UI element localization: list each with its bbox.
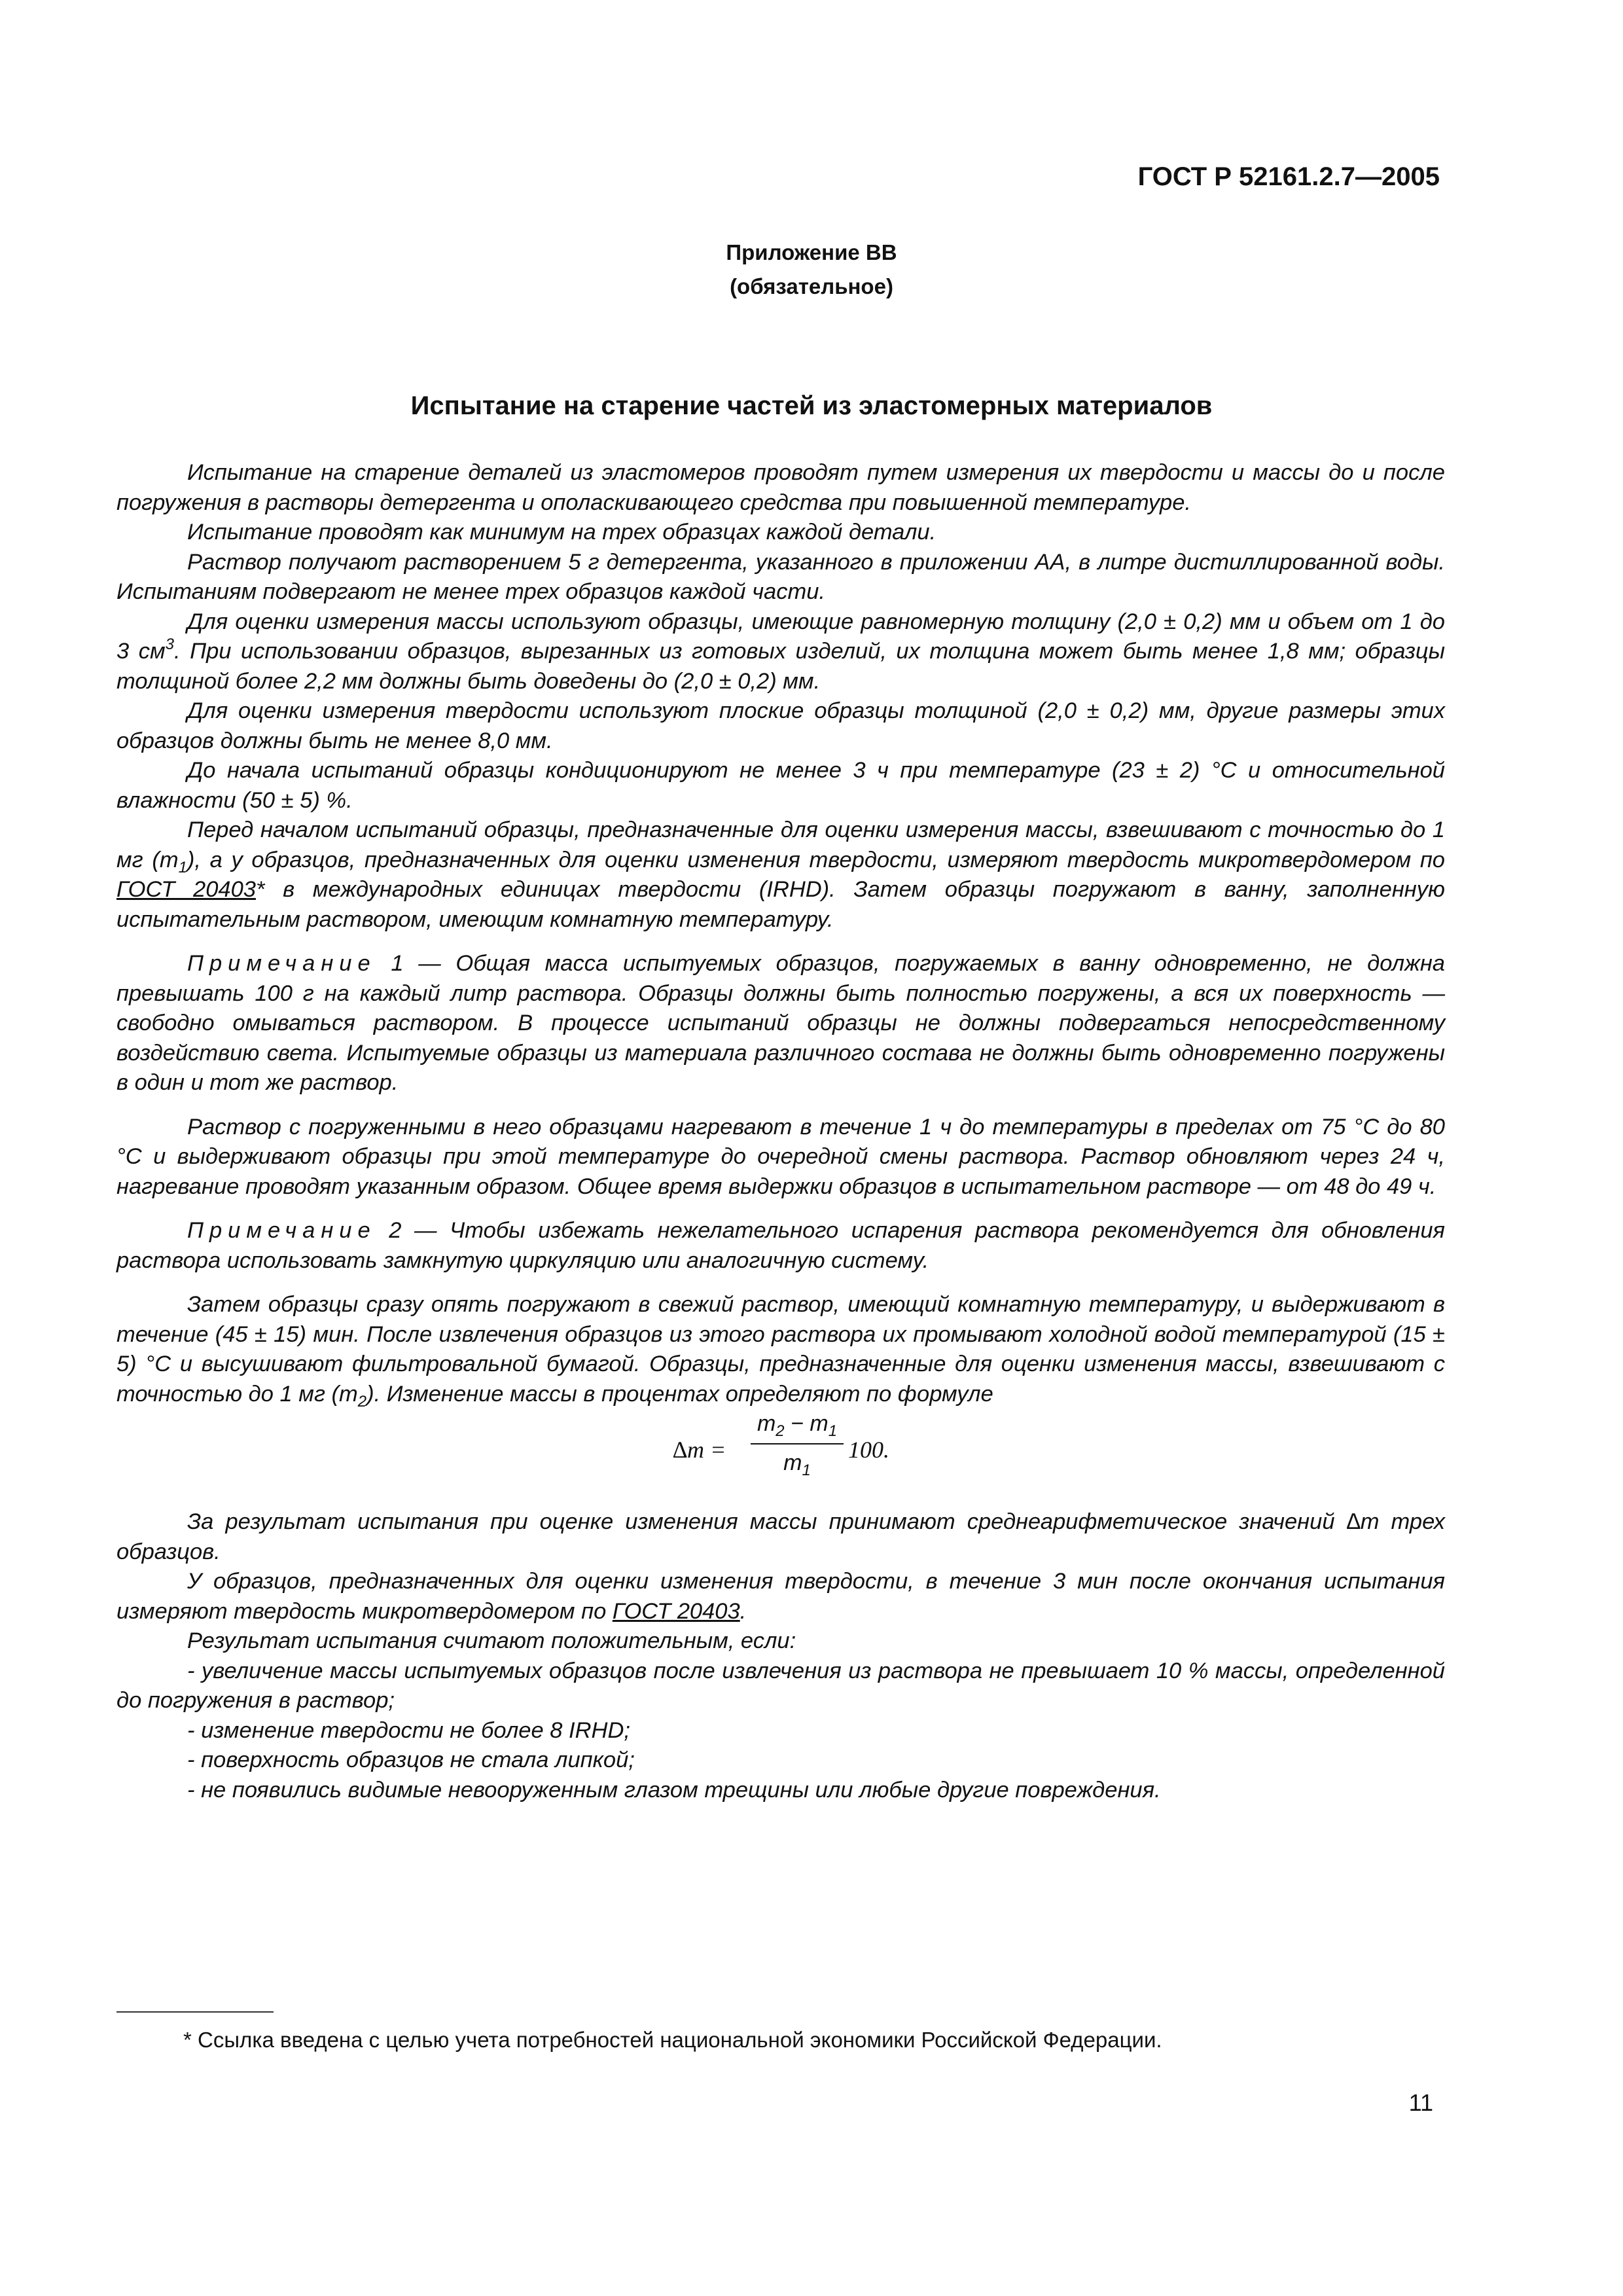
- paragraph: [116, 1290, 1445, 1409]
- paragraph: [116, 816, 1445, 935]
- paragraph: Результат испытания считают положительным, если:: [187, 1628, 796, 1653]
- note-label: Примечание: [187, 951, 376, 976]
- paragraph: Раствор с погруженными в него образцами нагревают в течение 1 ч до температуры в пределах от 75 °С до 80 °С и выдерживают образцы при этой температуре до очередной смены раствора. Раствор обновляют через 24 ч, нагревание проводят указанным образом. Общее время выдержки образцов в испытательном растворе — от 48 до 49 ч.: [116, 1114, 1445, 1199]
- text-run: Перед началом испытаний образцы, предназначенные для оценки измерения массы, взвешивают с точностью до 1 мг (m: [116, 817, 1445, 872]
- formula-fraction: [748, 1409, 846, 1478]
- formula-var: m: [810, 1411, 829, 1436]
- superscript: 3: [165, 636, 174, 653]
- note-text: 1 — Общая масса испытуемых образцов, погружаемых в ванну одновременно, не должна превышать 100 г на каждый литр раствора. Образцы должны быть полностью погружены, а вся их поверхность — свободно омываться раствором. В процессе испытаний образцы не должны подвергаться непосредственному воздействию света. Испытуемые образцы из материала различного состава не должны быть одновременно погружены в один и тот же раствор.: [116, 951, 1445, 1095]
- section-title: Испытание на старение частей из эластомерных материалов: [410, 391, 1213, 420]
- text-run: ). Изменение массы в процентах определяют по формуле: [366, 1381, 993, 1407]
- paragraph: Испытание на старение деталей из эластомеров проводят путем измерения их твердости и массы до и после погружения в растворы детергента и ополаскивающего средства при повышенной температуре.: [116, 460, 1445, 515]
- text-run: Для оценки измерения массы используют образцы, имеющие равномерную толщину (2,0 ± 0,2) мм и объем от 1 до 3 см: [116, 609, 1445, 664]
- page-number: 11: [1408, 2089, 1433, 2116]
- mass-change-formula: [116, 1409, 1445, 1507]
- appendix-name: Приложение ВВ: [726, 240, 897, 264]
- note-1: [116, 949, 1445, 1098]
- footnote: * Ссылка введена с целью учета потребностей национальной экономики Российской Федерации.: [183, 2028, 1162, 2052]
- note-2: [116, 1216, 1445, 1276]
- paragraph: Испытание проводят как минимум на трех образцах каждой детали.: [187, 520, 936, 545]
- appendix-status: (обязательное): [730, 274, 893, 298]
- text-run: У образцов, предназначенных для оценки изменения твердости, в течение 3 мин после окончания испытания измеряют твердость микротвердомером по: [116, 1569, 1445, 1624]
- criteria-item: - увеличение массы испытуемых образцов после извлечения из раствора не превышает 10 % массы, определенной до погружения в раствор;: [116, 1658, 1445, 1713]
- standard-link[interactable]: ГОСТ 20403: [612, 1598, 740, 1624]
- criteria-item: - изменение твердости не более 8 IRHD;: [187, 1717, 630, 1743]
- formula-rhs: 100.: [848, 1437, 889, 1463]
- formula-numerator: [748, 1409, 846, 1443]
- formula-op: −: [784, 1411, 810, 1436]
- formula-var: m: [757, 1411, 776, 1436]
- footnote-separator: [116, 2011, 274, 2013]
- formula-sub: 2: [776, 1422, 785, 1440]
- paragraph: За результат испытания при оценке изменения массы принимают среднеарифметическое значений ∆m трех образцов.: [116, 1509, 1445, 1564]
- note-label: Примечание: [187, 1218, 376, 1243]
- subscript: 1: [178, 858, 187, 876]
- criteria-item: - не появились видимые невооруженным глазом трещины или любые другие повреждения.: [187, 1777, 1161, 1803]
- text-run: Затем образцы сразу опять погружают в свежий раствор, имеющий комнатную температуру, и выдерживают в течение (45 ± 15) мин. После извлечения образцов из этого раствора их промывают холодной водой температурой (15 ± 5) °С и высушивают фильтровальной бумагой. Образцы, предназначенные для оценки изменения массы, взвешивают с точностью до 1 мг (m: [116, 1292, 1445, 1407]
- text-run: ), а у образцов, предназначенных для оценки изменения твердости, измеряют твердость микротвердомером по: [187, 847, 1445, 872]
- criteria-item: - поверхность образцов не стала липкой;: [187, 1748, 635, 1772]
- formula-sub: 1: [802, 1461, 811, 1479]
- paragraph: Для оценки измерения твердости используют плоские образцы толщиной (2,0 ± 0,2) мм, другие размеры этих образцов должны быть не менее 8,0 мм.: [116, 698, 1445, 753]
- document-id: ГОСТ Р 52161.2.7—2005: [1137, 162, 1440, 191]
- text-run: * в международных единицах твердости (IRHD). Затем образцы погружают в ванну, заполненную испытательным раствором, имеющим комнатную температуру.: [116, 877, 1445, 932]
- paragraph: Раствор получают растворением 5 г детергента, указанного в приложении АА, в литре дистиллированной воды. Испытаниям подвергают не менее трех образцов каждой части.: [116, 549, 1445, 604]
- subscript: 2: [357, 1392, 367, 1410]
- note-text: 2 — Чтобы избежать нежелательного испарения раствора рекомендуется для обновления раствора использовать замкнутую циркуляцию или аналогичную систему.: [116, 1218, 1445, 1273]
- standard-link[interactable]: ГОСТ 20403: [116, 877, 256, 902]
- text-run: .: [740, 1598, 747, 1624]
- paragraph: До начала испытаний образцы кондиционируют не менее 3 ч при температуре (23 ± 2) °С и относительной влажности (50 ± 5) %.: [116, 758, 1445, 813]
- paragraph: [116, 1567, 1445, 1626]
- appendix-heading: [0, 236, 1623, 304]
- body-text: [116, 458, 1445, 1805]
- text-run: . При использовании образцов, вырезанных из готовых изделий, их толщина может быть менее 1,8 мм; образцы толщиной более 2,2 мм должны быть доведены до (2,0 ± 0,2) мм.: [116, 639, 1445, 694]
- formula-sub: 1: [828, 1422, 838, 1440]
- formula-denominator: [748, 1444, 846, 1479]
- formula-var: m: [783, 1450, 802, 1475]
- formula-lhs: ∆m =: [673, 1437, 726, 1463]
- paragraph: [116, 607, 1445, 697]
